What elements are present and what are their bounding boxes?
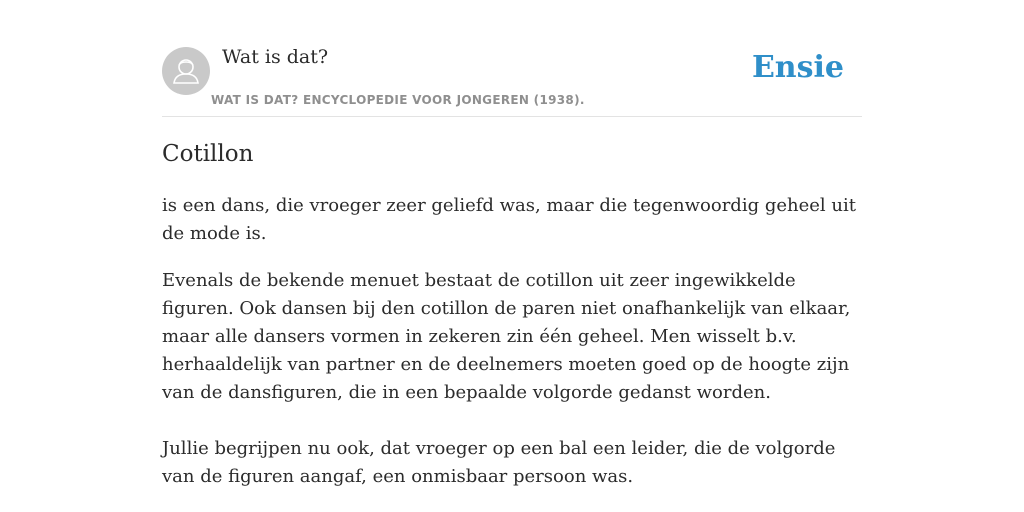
source-header (162, 0, 862, 117)
ensie-logo[interactable]: Ensie (751, 50, 844, 85)
article-content (162, 138, 862, 491)
article-paragraph-2: Evenals de bekende menuet bestaat de cotillon uit zeer ingewikkelde figuren. Ook dansen bij den cotillon de paren niet onafhankelijk van elkaar, maar alle dansers vormen in zekeren zin één geheel. Men wisselt b.v. herhaaldelijk van partner en de deelnemers moeten goed op de hoogte zijn van de dansfiguren, die in een bepaalde volgorde gedanst worden. (162, 270, 851, 403)
article-title: Cotillon (162, 141, 254, 167)
source-title[interactable]: Wat is dat? (222, 46, 329, 68)
source-avatar[interactable] (162, 47, 210, 95)
source-subtitle[interactable]: WAT IS DAT? ENCYCLOPEDIE VOOR JONGEREN (1938). (211, 93, 585, 107)
user-avatar-icon (162, 47, 210, 95)
article-paragraph-1: is een dans, die vroeger zeer geliefd was, maar die tegenwoordig geheel uit de mode is. (162, 195, 856, 244)
article-paragraph-3: Jullie begrijpen nu ook, dat vroeger op een bal een leider, die de volgorde van de figuren aangaf, een onmisbaar persoon was. (162, 438, 836, 487)
